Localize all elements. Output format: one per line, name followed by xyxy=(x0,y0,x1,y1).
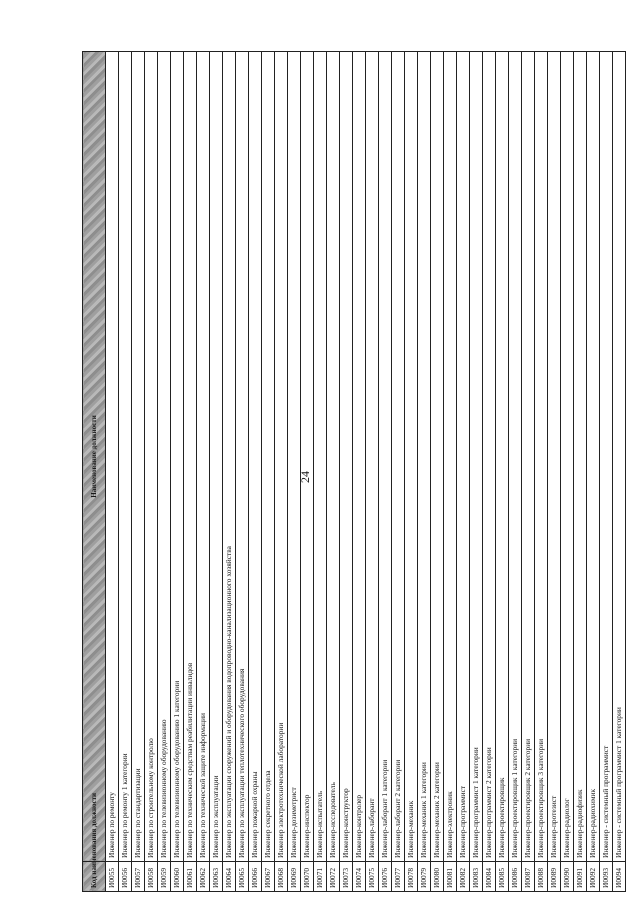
cell-code: И0057 xyxy=(132,862,145,892)
cell-code: И0083 xyxy=(470,862,483,892)
cell-position-name: Инженер по эксплуатации теплотехнического оборудования xyxy=(236,52,249,862)
header-name: Наименование должности xyxy=(83,52,106,862)
cell-position-name: Инженер-программист 2 категории xyxy=(483,52,496,862)
cell-code: И0055 xyxy=(106,862,119,892)
cell-code: И0087 xyxy=(522,862,535,892)
table-row xyxy=(522,52,535,892)
cell-position-name: Инженер по техническим средствам реабилитации инвалидов xyxy=(184,52,197,862)
cell-position-name: Инженер-программист xyxy=(457,52,470,862)
table-row xyxy=(496,52,509,892)
cell-code: И0062 xyxy=(197,862,210,892)
cell-code: И0059 xyxy=(158,862,171,892)
cell-code: И0061 xyxy=(184,862,197,892)
table-row xyxy=(236,52,249,892)
cell-code: И0072 xyxy=(327,862,340,892)
table-row xyxy=(392,52,405,892)
table-row xyxy=(366,52,379,892)
cell-position-name: Инженер по ремонту xyxy=(106,52,119,862)
table-row xyxy=(249,52,262,892)
table-row xyxy=(600,52,613,892)
cell-position-name: Инженер - системный программист xyxy=(600,52,613,862)
cell-code: И0077 xyxy=(392,862,405,892)
table-row xyxy=(457,52,470,892)
cell-position-name: Инженер-протезист xyxy=(548,52,561,862)
table-row xyxy=(262,52,275,892)
table-row xyxy=(418,52,431,892)
cell-position-name: Инженер по телевизионному оборудованию 1 категории xyxy=(171,52,184,862)
cell-code: И0063 xyxy=(210,862,223,892)
cell-code: И0071 xyxy=(314,862,327,892)
cell-position-name: Инженер-испытатель xyxy=(314,52,327,862)
cell-code: И0081 xyxy=(444,862,457,892)
cell-code: И0086 xyxy=(509,862,522,892)
cell-position-name: Инженер-проектировщик 3 категории xyxy=(535,52,548,862)
table-row xyxy=(548,52,561,892)
table-row xyxy=(509,52,522,892)
cell-position-name: Инженер по строительному контролю xyxy=(145,52,158,862)
cell-code: И0088 xyxy=(535,862,548,892)
table-row xyxy=(210,52,223,892)
table-row xyxy=(197,52,210,892)
header-code xyxy=(83,862,106,892)
cell-code: И0060 xyxy=(171,862,184,892)
cell-code: И0065 xyxy=(236,862,249,892)
table-row xyxy=(106,52,119,892)
table-row xyxy=(223,52,236,892)
cell-code: И0079 xyxy=(418,862,431,892)
cell-position-name: Инженер по эксплуатации сооружений и оборудования водопроводно-канализационного хозяйства xyxy=(223,52,236,862)
page-number: 24 xyxy=(298,471,312,483)
cell-code: И0073 xyxy=(340,862,353,892)
table-row xyxy=(275,52,288,892)
cell-code: И0092 xyxy=(587,862,600,892)
cell-position-name: Инженер-лаборант xyxy=(366,52,379,862)
cell-position-name: Инженер-программист 1 категории xyxy=(470,52,483,862)
cell-position-name: Инженер-радиофизик xyxy=(574,52,587,862)
cell-position-name: Инженер по эксплуатации xyxy=(210,52,223,862)
table-row xyxy=(353,52,366,892)
table-row xyxy=(431,52,444,892)
table-row xyxy=(314,52,327,892)
cell-position-name: Инженер пожарной охраны xyxy=(249,52,262,862)
table-row xyxy=(327,52,340,892)
cell-code: И0091 xyxy=(574,862,587,892)
cell-position-name: Инженер-контролер xyxy=(353,52,366,862)
table-row xyxy=(535,52,548,892)
table-row xyxy=(171,52,184,892)
table-row xyxy=(119,52,132,892)
table-row xyxy=(379,52,392,892)
cell-code: И0066 xyxy=(249,862,262,892)
cell-code: И0064 xyxy=(223,862,236,892)
cell-code: И0067 xyxy=(262,862,275,892)
table-row xyxy=(340,52,353,892)
cell-code: И0078 xyxy=(405,862,418,892)
cell-position-name: Инженер-проектировщик 2 категории xyxy=(522,52,535,862)
cell-position-name: Инженер-механик 2 категории xyxy=(431,52,444,862)
table-row xyxy=(574,52,587,892)
cell-position-name: Инженер-радиохимик xyxy=(587,52,600,862)
table-row xyxy=(470,52,483,892)
position-codes-table-container xyxy=(82,52,623,892)
cell-position-name: Инженер-радиолог xyxy=(561,52,574,862)
cell-code: И0068 xyxy=(275,862,288,892)
cell-position-name: Инженер по технической защите информации xyxy=(197,52,210,862)
table-row xyxy=(405,52,418,892)
cell-position-name: Инженер-лаборант 2 категории xyxy=(392,52,405,862)
cell-position-name: Инженер по ремонту 1 категории xyxy=(119,52,132,862)
cell-code: И0082 xyxy=(457,862,470,892)
cell-position-name: Инженер-проектировщик 1 категории xyxy=(509,52,522,862)
cell-position-name: Инженер по телевизионному оборудованию xyxy=(158,52,171,862)
cell-code: И0093 xyxy=(600,862,613,892)
table-row xyxy=(613,52,626,892)
table-header-row xyxy=(83,52,106,892)
cell-position-name: Инженер - системный программист 1 категории xyxy=(613,52,626,862)
cell-position-name: Инженер секретного отдела xyxy=(262,52,275,862)
cell-code: И0085 xyxy=(496,862,509,892)
cell-code: И0089 xyxy=(548,862,561,892)
cell-position-name: Инженер-конструктор xyxy=(340,52,353,862)
table-row xyxy=(158,52,171,892)
cell-code: И0056 xyxy=(119,862,132,892)
cell-position-name: Инженер-проектировщик xyxy=(496,52,509,862)
cell-position-name: Инженер-лаборант 1 категории xyxy=(379,52,392,862)
table-row xyxy=(301,52,314,892)
cell-code: И0070 xyxy=(301,862,314,892)
cell-position-name: Инженер-инспектор xyxy=(301,52,314,862)
table-row xyxy=(145,52,158,892)
table-row xyxy=(132,52,145,892)
cell-code: И0074 xyxy=(353,862,366,892)
cell-code: И0058 xyxy=(145,862,158,892)
table-row xyxy=(483,52,496,892)
cell-position-name: Инженер-исследователь xyxy=(327,52,340,862)
cell-position-name: Инженер по стандартизации xyxy=(132,52,145,862)
cell-position-name: Инженер-дозиметрист xyxy=(288,52,301,862)
cell-position-name: Инженер-электроник xyxy=(444,52,457,862)
table-row xyxy=(587,52,600,892)
table-row xyxy=(288,52,301,892)
position-codes-table xyxy=(82,51,626,892)
cell-position-name: Инженер-механик xyxy=(405,52,418,862)
table-row xyxy=(184,52,197,892)
cell-code: И0084 xyxy=(483,862,496,892)
cell-position-name: Инженер-механик 1 категории xyxy=(418,52,431,862)
cell-code: И0069 xyxy=(288,862,301,892)
cell-code: И0076 xyxy=(379,862,392,892)
cell-code: И0080 xyxy=(431,862,444,892)
table-row xyxy=(561,52,574,892)
cell-code: И0090 xyxy=(561,862,574,892)
table-row xyxy=(444,52,457,892)
cell-code: И0094 xyxy=(613,862,626,892)
cell-code: И0075 xyxy=(366,862,379,892)
cell-position-name: Инженер электротехнической лаборатории xyxy=(275,52,288,862)
